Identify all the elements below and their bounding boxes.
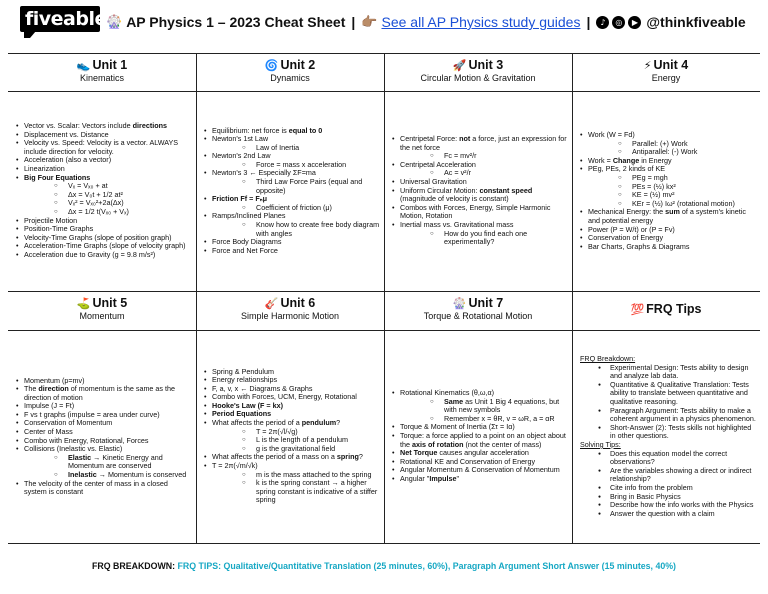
unit-title-text: Unit 5 xyxy=(92,296,128,310)
header-row xyxy=(106,14,746,30)
unit-notes xyxy=(204,127,380,256)
note-item xyxy=(16,480,192,497)
unit-header xyxy=(8,58,196,84)
note-text: Combos with Forces, Energy, Simple Harmonic Motion, Rotation xyxy=(400,202,551,221)
youtube-icon[interactable]: ▶ xyxy=(628,16,641,29)
note-emphasis: direction xyxy=(38,384,69,394)
note-text: Conservation of Momentum xyxy=(24,418,113,428)
note-text: Equilibrium: net force is xyxy=(212,125,289,135)
note-text: Acceleration (also a vector) xyxy=(24,155,112,165)
note-text-cont: (magnitude of velocity is constant) xyxy=(400,194,509,204)
note-text: Fc = mv²/r xyxy=(444,151,477,161)
note-emphasis: spring xyxy=(336,452,359,462)
note-text: PEs = (½) kx² xyxy=(632,181,676,191)
note-emphasis: sum xyxy=(665,207,680,217)
note-text: Force Body Diagrams xyxy=(212,237,282,247)
note-text: F vs t graphs (impulse = area under curve) xyxy=(24,409,160,419)
note-text: Projectile Motion xyxy=(24,215,78,225)
note-text: Acceleration-Time Graphs (slope of velocity graph) xyxy=(24,241,186,251)
note-text: Law of Inertia xyxy=(256,142,300,152)
unit-notes xyxy=(392,135,568,247)
unit-emoji-icon: 👟 xyxy=(76,59,91,72)
note-item xyxy=(580,165,756,174)
note-text-cont: ? xyxy=(358,452,363,462)
note-text: Work (W = Fd) xyxy=(588,130,635,139)
note-text-cont: of momentum is the same as the direction of motion xyxy=(24,384,176,402)
note-text-cont: in Energy xyxy=(639,155,672,165)
unit-emoji-icon: 🚀 xyxy=(452,59,467,72)
note-text: Combo with Energy, Rotational, Forces xyxy=(24,435,149,445)
footer-detail: FRQ TIPS: Qualitative/Quantitative Translation (25 minutes, 60%), Paragraph Argument Short Answer (15 minutes, 40%) xyxy=(177,561,676,571)
unit-notes xyxy=(392,389,568,484)
note-text: Conservation of Energy xyxy=(588,233,664,243)
unit-header xyxy=(196,58,384,84)
note-item xyxy=(392,135,568,152)
header-separator: | xyxy=(351,14,356,30)
note-item xyxy=(16,454,192,471)
unit-card-2 xyxy=(196,53,384,291)
note-text: Acceleration due to Gravity (g = 9.8 m/s²) xyxy=(24,249,156,259)
unit-notes xyxy=(580,355,756,518)
fiveable-logo[interactable]: fiveable xyxy=(20,6,100,32)
note-emphasis: Change xyxy=(612,155,640,165)
ferris-wheel-icon: 🎡 xyxy=(106,14,123,30)
note-text: KEr = (½) Iω² (rotational motion) xyxy=(632,198,735,208)
note-text: What affects the period of a mass on a xyxy=(212,452,337,462)
note-text: The xyxy=(24,384,39,394)
unit-title xyxy=(196,58,384,73)
note-text: Combo with Forces, UCM, Energy, Rotational xyxy=(212,392,357,402)
note-text: Experimental Design: Tests ability to design and analyze lab data. xyxy=(610,362,749,381)
note-emphasis: Impulse xyxy=(429,473,457,483)
note-text: Centripetal Force: xyxy=(400,134,460,143)
note-text: Cite info from the problem xyxy=(610,482,693,492)
unit-header xyxy=(384,58,572,84)
note-text: Collisions (Inelastic vs. Elastic) xyxy=(24,444,123,454)
note-text-cont: → Kinetic Energy and Momentum are conserved xyxy=(68,452,163,471)
note-item xyxy=(16,139,192,156)
note-text: m is the mass attached to the spring xyxy=(256,469,372,479)
unit-title xyxy=(572,58,760,73)
note-emphasis: Period Equations xyxy=(212,409,272,419)
note-text: Angular " xyxy=(400,473,430,483)
unit-subtitle: Dynamics xyxy=(270,73,310,83)
note-text: Newton's 1st Law xyxy=(212,134,269,144)
unit-title xyxy=(384,58,572,73)
header xyxy=(0,0,768,48)
note-text: Ac = v²/r xyxy=(444,168,471,178)
note-text: PEg = mgh xyxy=(632,172,668,182)
page-title: AP Physics 1 – 2023 Cheat Sheet xyxy=(126,14,346,30)
note-text: Vector vs. Scalar: Vectors include xyxy=(24,121,133,130)
note-text: Describe how the info works with the Physics xyxy=(610,500,754,510)
note-text: What affects the period of a xyxy=(212,418,302,428)
note-text-cont: " xyxy=(456,473,460,483)
unit-emoji-icon: ⚡ xyxy=(643,59,652,72)
note-item xyxy=(580,407,756,424)
note-text: Inertial mass vs. Gravitational mass xyxy=(400,219,514,229)
unit-subtitle: Torque & Rotational Motion xyxy=(423,311,533,321)
note-text: T = 2π(√m/√k) xyxy=(212,461,258,471)
note-text: Solving Tips: xyxy=(580,439,621,449)
unit-subtitle: Momentum xyxy=(79,311,125,321)
unit-card-6 xyxy=(196,291,384,543)
note-text: How do you find each one experimentally? xyxy=(444,228,528,247)
unit-title-text: Unit 7 xyxy=(468,296,504,310)
note-text: Newton's 3 ← Especially ΣF=ma xyxy=(212,168,316,178)
unit-subtitle: Energy xyxy=(651,73,681,83)
note-text: F, a, v, x ← Diagrams & Graphs xyxy=(212,383,313,393)
note-text: Are the variables showing a direct or indirect relationship? xyxy=(610,465,752,484)
unit-title-text: Unit 1 xyxy=(92,58,128,72)
unit-emoji-icon: 🎡 xyxy=(452,297,467,310)
header-separator-2: | xyxy=(586,14,591,30)
note-text: Momentum (p=mv) xyxy=(24,375,85,385)
note-text: KE = (½) mv² xyxy=(632,190,675,200)
note-item xyxy=(580,450,756,467)
note-text: Displacement vs. Distance xyxy=(24,129,109,139)
note-text: g is the gravitational field xyxy=(256,443,336,453)
unit-title-text: FRQ Tips xyxy=(646,302,702,316)
note-text: Know how to create free body diagram with angles xyxy=(256,220,380,238)
note-emphasis: Hooke's Law (F = kx) xyxy=(212,400,284,410)
note-text: Position-Time Graphs xyxy=(24,224,94,234)
note-text: Remember x = θR, v = ωR, a = αR xyxy=(444,413,555,423)
note-emphasis: directions xyxy=(132,121,168,130)
note-text: k is the spring constant → a higher spring constant is indicative of a stiffer spring xyxy=(256,478,378,505)
note-text: Vₓ = Vₓ₀ + at xyxy=(68,181,108,191)
unit-header xyxy=(384,296,572,322)
note-item xyxy=(580,208,756,225)
note-text-cont: of a system's kinetic and potential energy xyxy=(588,207,746,225)
note-text: Does this equation model the correct observations? xyxy=(610,448,728,467)
unit-subtitle: Simple Harmonic Motion xyxy=(240,311,340,321)
note-text: Power (P = W/t) or (P = Fv) xyxy=(588,224,675,234)
unit-title xyxy=(572,302,760,317)
note-text: L is the length of a pendulum xyxy=(256,435,349,445)
note-text: Bring in Basic Physics xyxy=(610,491,681,501)
note-item xyxy=(392,475,568,484)
note-emphasis: Big Four Equations xyxy=(24,172,91,182)
unit-emoji-icon: 🌀 xyxy=(264,59,279,72)
note-text-cont: a force, just an expression for the net force xyxy=(400,134,567,152)
note-text: Spring & Pendulum xyxy=(212,366,274,376)
note-item xyxy=(204,221,380,238)
note-emphasis: Net Torque xyxy=(400,448,438,458)
note-text-cont: → Momentum is conserved xyxy=(96,470,187,480)
note-text: Mechanical Energy: the xyxy=(588,207,666,217)
note-text-cont: as Unit 1 Big 4 equations, but with new symbols xyxy=(444,396,560,415)
note-emphasis: pendulum xyxy=(301,418,337,428)
unit-emoji-icon: 💯 xyxy=(630,303,645,316)
note-item xyxy=(392,432,568,449)
note-text: Velocity vs. Speed: Velocity is a vector. ALWAYS include direction for velocity. xyxy=(24,138,179,156)
note-text-cont: ? xyxy=(336,418,341,428)
note-item xyxy=(392,161,568,170)
unit-card-1 xyxy=(8,53,196,291)
unit-title xyxy=(8,296,196,311)
note-item xyxy=(392,204,568,221)
note-item xyxy=(580,381,756,407)
note-text: Energy relationships xyxy=(212,375,278,385)
note-item xyxy=(16,385,192,402)
unit-title xyxy=(8,58,196,73)
unit-notes xyxy=(16,377,192,497)
note-emphasis: Friction Ff = Fₙμ xyxy=(212,194,267,204)
note-text-cont: (not the center of mass) xyxy=(463,439,542,449)
note-text: Velocity-Time Graphs (slope of position graph) xyxy=(24,232,172,242)
note-text: Centripetal Acceleration xyxy=(400,159,476,169)
note-item xyxy=(16,251,192,260)
note-emphasis: Inelastic xyxy=(68,470,97,480)
note-text: Torque: a force applied to a point on an object about the xyxy=(400,430,566,449)
footer-label: FRQ BREAKDOWN: xyxy=(92,561,176,571)
note-text: Quantitative & Qualitative Translation: Tests ability to translate between quantitative and qualitative reasoning. xyxy=(610,379,749,406)
note-text: Linearization xyxy=(24,163,65,173)
note-text: Ramps/Inclined Planes xyxy=(212,211,286,221)
unit-title-text: Unit 2 xyxy=(280,58,316,72)
note-item xyxy=(204,178,380,195)
unit-header xyxy=(572,58,760,84)
note-text: Work = xyxy=(588,155,613,165)
note-emphasis: equal to 0 xyxy=(288,125,323,135)
unit-card-8 xyxy=(572,291,760,543)
unit-title-text: Unit 3 xyxy=(468,58,504,72)
pointing-hand-icon: 👉🏽 xyxy=(361,14,378,30)
note-text: Vₓ² = Vₓ₀²+2a(Δx) xyxy=(68,198,124,208)
note-text: Third Law Force Pairs (equal and opposite) xyxy=(256,177,363,195)
note-item xyxy=(580,467,756,484)
note-text: Force = mass x acceleration xyxy=(256,159,347,169)
note-item xyxy=(580,243,756,252)
unit-header xyxy=(196,296,384,322)
note-item xyxy=(580,510,756,519)
unit-card-5 xyxy=(8,291,196,543)
note-text: Center of Mass xyxy=(24,427,73,437)
unit-title-text: Unit 4 xyxy=(653,58,689,72)
note-item xyxy=(580,424,756,441)
note-text: Newton's 2nd Law xyxy=(212,151,271,161)
note-item xyxy=(580,364,756,381)
logo-tail-shape xyxy=(24,31,36,38)
note-text: Uniform Circular Motion: xyxy=(400,185,480,195)
note-text: Impulse (J = Ft) xyxy=(24,401,75,411)
unit-subtitle: Circular Motion & Gravitation xyxy=(420,73,536,83)
note-item xyxy=(392,230,568,247)
note-emphasis: Elastic xyxy=(68,452,92,462)
unit-title xyxy=(384,296,572,311)
tiktok-icon[interactable]: ♪ xyxy=(596,16,609,29)
note-text: Torque & Moment of Inertia (Στ = Iα) xyxy=(400,422,515,432)
note-text: Rotational KE and Conservation of Energy xyxy=(400,456,536,466)
note-text: FRQ Breakdown: xyxy=(580,354,636,363)
note-item xyxy=(392,398,568,415)
note-text: Antiparallel: (-) Work xyxy=(632,147,698,157)
note-item xyxy=(204,479,380,505)
note-emphasis: axis of rotation xyxy=(412,439,464,449)
note-text: The velocity of the center of mass in a closed system is constant xyxy=(24,478,168,497)
unit-card-7 xyxy=(384,291,572,543)
note-text: Force and Net Force xyxy=(212,245,278,255)
unit-notes xyxy=(16,122,192,260)
unit-header xyxy=(572,302,760,317)
instagram-icon[interactable]: ◎ xyxy=(612,16,625,29)
note-item xyxy=(204,247,380,256)
note-text: Answer the question with a claim xyxy=(610,508,715,518)
note-text: PEg, PEs, 2 kinds of KE xyxy=(588,164,666,174)
unit-title-text: Unit 6 xyxy=(280,296,316,310)
note-emphasis: not xyxy=(459,134,471,143)
note-text: Short-Answer (2): Tests skills not highlighted in other questions. xyxy=(610,422,752,441)
note-text: Rotational Kinematics (θ,ω,α) xyxy=(400,388,495,397)
note-text: Angular Momentum & Conservation of Momentum xyxy=(400,465,560,475)
social-handle[interactable]: @thinkfiveable xyxy=(646,14,746,30)
unit-card-3 xyxy=(384,53,572,291)
note-text: Paragraph Argument: Tests ability to make a coherent argument in a physics phenomenon. xyxy=(610,405,756,424)
note-text: Bar Charts, Graphs & Diagrams xyxy=(588,241,690,251)
unit-card-4 xyxy=(572,53,760,291)
note-item xyxy=(392,187,568,204)
note-text: Parallel: (+) Work xyxy=(632,138,688,148)
note-emphasis: constant speed xyxy=(479,185,533,195)
unit-header xyxy=(8,296,196,322)
note-text: T = 2π(√l/√g) xyxy=(256,426,298,436)
unit-notes xyxy=(580,131,756,251)
note-emphasis: Same xyxy=(444,396,464,406)
note-text: Coefficient of friction (μ) xyxy=(256,202,332,212)
note-text-cont: causes angular acceleration xyxy=(437,448,529,458)
unit-title xyxy=(196,296,384,311)
footer xyxy=(0,561,768,571)
note-text: Δx = 1/2 t(Vₓ₀ + Vₓ) xyxy=(68,206,129,216)
study-guides-link[interactable]: See all AP Physics study guides xyxy=(381,14,581,30)
note-text: Δx = V₀t + 1/2 at² xyxy=(68,189,123,199)
unit-emoji-icon: ⛳ xyxy=(76,297,91,310)
unit-notes xyxy=(204,368,380,506)
note-text: Universal Gravitation xyxy=(400,176,467,186)
unit-subtitle: Kinematics xyxy=(79,73,124,83)
unit-emoji-icon: 🎸 xyxy=(264,297,279,310)
